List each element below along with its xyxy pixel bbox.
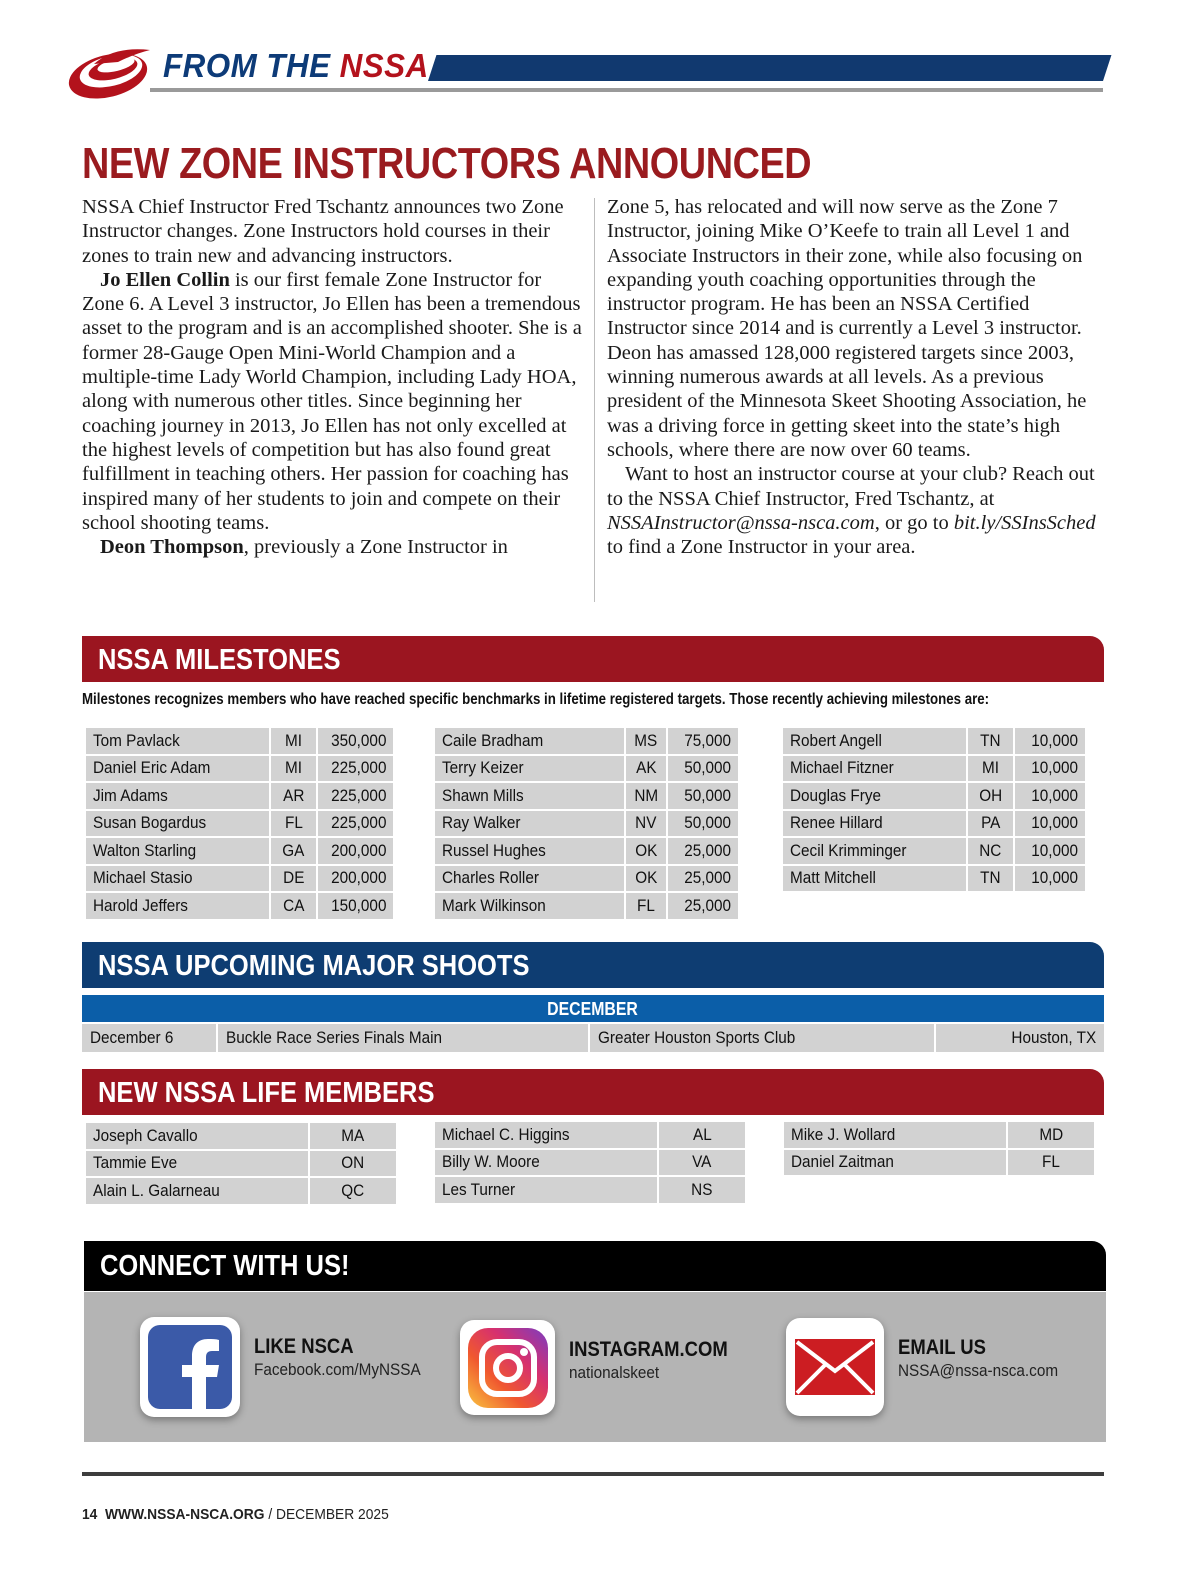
life-member-row [86, 1123, 396, 1149]
member-state: MD [1008, 1122, 1094, 1148]
member-name: Michael Fitzner [783, 756, 966, 782]
email-title: EMAIL US [898, 1336, 986, 1359]
facebook-url[interactable]: Facebook.com/MyNSSA [254, 1360, 421, 1379]
member-name: Ray Walker [435, 811, 624, 837]
member-targets: 25,000 [668, 866, 738, 892]
article-column-1 [82, 195, 582, 559]
milestone-row [86, 893, 393, 919]
milestone-row [435, 893, 738, 919]
member-state: FL [1008, 1150, 1094, 1176]
article-headline: NEW ZONE INSTRUCTORS ANNOUNCED [82, 139, 812, 188]
shoot-date: December 6 [82, 1024, 216, 1052]
life-member-row [86, 1151, 396, 1177]
member-targets: 75,000 [668, 728, 738, 754]
member-state: MI [968, 756, 1013, 782]
member-state: MI [271, 756, 316, 782]
milestone-row [435, 866, 738, 892]
member-targets: 225,000 [318, 811, 393, 837]
milestone-row [86, 838, 393, 864]
member-state: DE [271, 866, 316, 892]
milestone-row [86, 783, 393, 809]
milestones-table [781, 726, 1087, 893]
shoot-venue: Greater Houston Sports Club [590, 1024, 934, 1052]
member-state: OK [626, 866, 666, 892]
member-name: Les Turner [435, 1177, 657, 1203]
life-member-row [86, 1178, 396, 1204]
member-targets: 25,000 [668, 838, 738, 864]
member-targets: 10,000 [1015, 811, 1085, 837]
column-divider [594, 198, 595, 602]
instagram-text [569, 1338, 749, 1383]
nssa-logo [64, 40, 156, 102]
footer-rule [82, 1472, 1104, 1476]
member-state: CA [271, 893, 316, 919]
header-bar [428, 55, 1111, 81]
article-paragraph-start: Deon Thompson, previously a Zone Instructor in [100, 536, 508, 559]
header-rule [150, 88, 1103, 92]
member-name: Charles Roller [435, 866, 624, 892]
page-footer: 14 WWW.NSSA-NSCA.ORG / DECEMBER 2025 [82, 1506, 389, 1523]
milestone-row [783, 838, 1085, 864]
member-targets: 10,000 [1015, 866, 1085, 892]
milestone-row [86, 811, 393, 837]
shoots-banner: NSSA UPCOMING MAJOR SHOOTS [82, 942, 1104, 988]
member-name: Douglas Frye [783, 783, 966, 809]
milestone-row [435, 811, 738, 837]
member-name: Daniel Eric Adam [86, 756, 269, 782]
milestone-row [783, 756, 1085, 782]
email-link[interactable]: NSSAInstructor@nssa-nsca.com [607, 511, 875, 534]
member-name: Caile Bradham [435, 728, 624, 754]
person-name: Deon Thompson [100, 536, 244, 559]
member-state: NV [626, 811, 666, 837]
article-column-2 [607, 195, 1107, 559]
member-name: Alain L. Galarneau [86, 1178, 308, 1204]
member-state: NC [968, 838, 1013, 864]
milestones-table [84, 726, 395, 921]
member-targets: 10,000 [1015, 728, 1085, 754]
member-state: AR [271, 783, 316, 809]
member-name: Robert Angell [783, 728, 966, 754]
life-members-table [84, 1121, 398, 1206]
life-members-table [782, 1120, 1096, 1177]
facebook-link[interactable] [140, 1317, 439, 1417]
life-member-row [784, 1150, 1094, 1176]
member-name: Joseph Cavallo [86, 1123, 308, 1149]
member-name: Susan Bogardus [86, 811, 269, 837]
member-state: OK [626, 838, 666, 864]
member-name: Renee Hillard [783, 811, 966, 837]
member-targets: 225,000 [318, 783, 393, 809]
member-state: AL [659, 1122, 745, 1148]
email-text [898, 1336, 1076, 1381]
member-targets: 200,000 [318, 866, 393, 892]
milestone-row [86, 728, 393, 754]
milestone-row [435, 756, 738, 782]
member-targets: 10,000 [1015, 838, 1085, 864]
member-name: Harold Jeffers [86, 893, 269, 919]
instagram-icon [468, 1328, 548, 1408]
email-link[interactable] [786, 1318, 1076, 1416]
life-members-banner: NEW NSSA LIFE MEMBERS [82, 1069, 1104, 1115]
member-state: QC [310, 1178, 396, 1204]
instagram-title: INSTAGRAM.COM [569, 1338, 728, 1361]
member-targets: 150,000 [318, 893, 393, 919]
facebook-text [254, 1335, 439, 1380]
milestones-note: Milestones recognizes members who have reached specific benchmarks in lifetime registered targets. Those recently achieving milestones are: [82, 691, 990, 708]
member-name: Tammie Eve [86, 1151, 308, 1177]
email-tile[interactable] [786, 1318, 884, 1416]
member-name: Tom Pavlack [86, 728, 269, 754]
member-state: TN [968, 728, 1013, 754]
member-targets: 50,000 [668, 756, 738, 782]
member-state: FL [271, 811, 316, 837]
member-name: Billy W. Moore [435, 1150, 657, 1176]
milestone-row [783, 811, 1085, 837]
life-member-row [784, 1122, 1094, 1148]
life-member-row [435, 1177, 745, 1203]
email-address[interactable]: NSSA@nssa-nsca.com [898, 1361, 1059, 1380]
facebook-tile[interactable] [140, 1317, 240, 1417]
page-number: 14 [82, 1506, 98, 1523]
member-targets: 25,000 [668, 893, 738, 919]
member-name: Terry Keizer [435, 756, 624, 782]
milestones-banner: NSSA MILESTONES [82, 636, 1104, 682]
member-name: Michael Stasio [86, 866, 269, 892]
member-state: VA [659, 1150, 745, 1176]
milestone-row [86, 866, 393, 892]
milestone-row [783, 728, 1085, 754]
member-targets: 50,000 [668, 783, 738, 809]
member-state: FL [626, 893, 666, 919]
member-targets: 225,000 [318, 756, 393, 782]
life-members-table [433, 1120, 747, 1205]
shoot-location: Houston, TX [936, 1024, 1104, 1052]
member-targets: 50,000 [668, 811, 738, 837]
section-title: FROM THE NSSA [163, 47, 429, 84]
member-state: MI [271, 728, 316, 754]
member-state: MA [310, 1123, 396, 1149]
member-name: Daniel Zaitman [784, 1150, 1006, 1176]
member-state: GA [271, 838, 316, 864]
milestone-row [783, 866, 1085, 892]
shoot-row [82, 1024, 1104, 1052]
life-member-row [435, 1150, 745, 1176]
shoots-month-header: DECEMBER [82, 995, 1104, 1022]
milestone-row [435, 783, 738, 809]
member-name: Mike J. Wollard [784, 1122, 1006, 1148]
shoot-event: Buckle Race Series Finals Main [218, 1024, 588, 1052]
person-name: Jo Ellen Collin [100, 268, 230, 291]
instagram-tile[interactable] [460, 1320, 555, 1415]
member-name: Jim Adams [86, 783, 269, 809]
member-state: NM [626, 783, 666, 809]
article-paragraph: Want to host an instructor course at your club? Reach out to the NSSA Chief Instructor, Fred Tschantz, at NSSAInstructor@nssa-nsca.com, or go to bit.ly/SSInsSched to find a Zone Instructor in your area. [607, 463, 1096, 559]
facebook-icon [148, 1325, 232, 1409]
website-link[interactable]: WWW.NSSA-NSCA.ORG [105, 1506, 265, 1523]
connect-banner: CONNECT WITH US! [84, 1241, 1106, 1291]
member-targets: 10,000 [1015, 783, 1085, 809]
milestone-row [435, 728, 738, 754]
member-targets: 10,000 [1015, 756, 1085, 782]
member-targets: 350,000 [318, 728, 393, 754]
milestones-table [433, 726, 740, 921]
article-paragraph: NSSA Chief Instructor Fred Tschantz announces two Zone Instructor changes. Zone Instructors hold courses in their zones to train new and advancing instructors. [82, 196, 564, 267]
instagram-handle[interactable]: nationalskeet [569, 1363, 660, 1382]
member-state: OH [968, 783, 1013, 809]
member-state: PA [968, 811, 1013, 837]
member-name: Russel Hughes [435, 838, 624, 864]
member-state: ON [310, 1151, 396, 1177]
email-icon [795, 1339, 875, 1395]
member-state: MS [626, 728, 666, 754]
facebook-title: LIKE NSCA [254, 1335, 354, 1358]
member-name: Mark Wilkinson [435, 893, 624, 919]
member-name: Shawn Mills [435, 783, 624, 809]
member-name: Cecil Krimminger [783, 838, 966, 864]
member-name: Michael C. Higgins [435, 1122, 657, 1148]
article-paragraph-continued: Zone 5, has relocated and will now serve as the Zone 7 Instructor, joining Mike O’Keefe to train all Level 1 and Associate Instructors in their zone, while also focusing on expanding youth coaching opportunities through the instructor program. He has been an NSSA Certified Instructor since 2014 and is currently a Level 3 instructor. Deon has amassed 128,000 registered targets since 2003, winning numerous awards at all levels. As a previous president of the Minnesota Skeet Shooting Association, he was a driving force in getting skeet into the state’s high schools, where there are now over 60 teams. [607, 196, 1087, 461]
issue-date: DECEMBER 2025 [276, 1506, 389, 1523]
milestone-row [86, 756, 393, 782]
schedule-link[interactable]: bit.ly/SSInsSched [953, 511, 1096, 534]
member-targets: 200,000 [318, 838, 393, 864]
member-name: Walton Starling [86, 838, 269, 864]
member-name: Matt Mitchell [783, 866, 966, 892]
member-state: NS [659, 1177, 745, 1203]
milestone-row [783, 783, 1085, 809]
member-state: AK [626, 756, 666, 782]
article-paragraph: Jo Ellen Collin is our first female Zone Instructor for Zone 6. A Level 3 instructor, Jo Ellen has been a tremendous asset to the program and is an accomplished shooter. She is a former 28-Gauge Open Mini-World Champion and a multiple-time Lady World Champion, including Lady HOA, along with numerous other titles. Since beginning her coaching journey in 2013, Jo Ellen has not only excelled at the highest levels of competition but has also found great fulfillment in teaching others. Her passion for coaching has inspired many of her students to join and compete on their school shooting teams. [82, 268, 582, 534]
life-member-row [435, 1122, 745, 1148]
instagram-link[interactable] [460, 1320, 749, 1415]
milestone-row [435, 838, 738, 864]
member-state: TN [968, 866, 1013, 892]
